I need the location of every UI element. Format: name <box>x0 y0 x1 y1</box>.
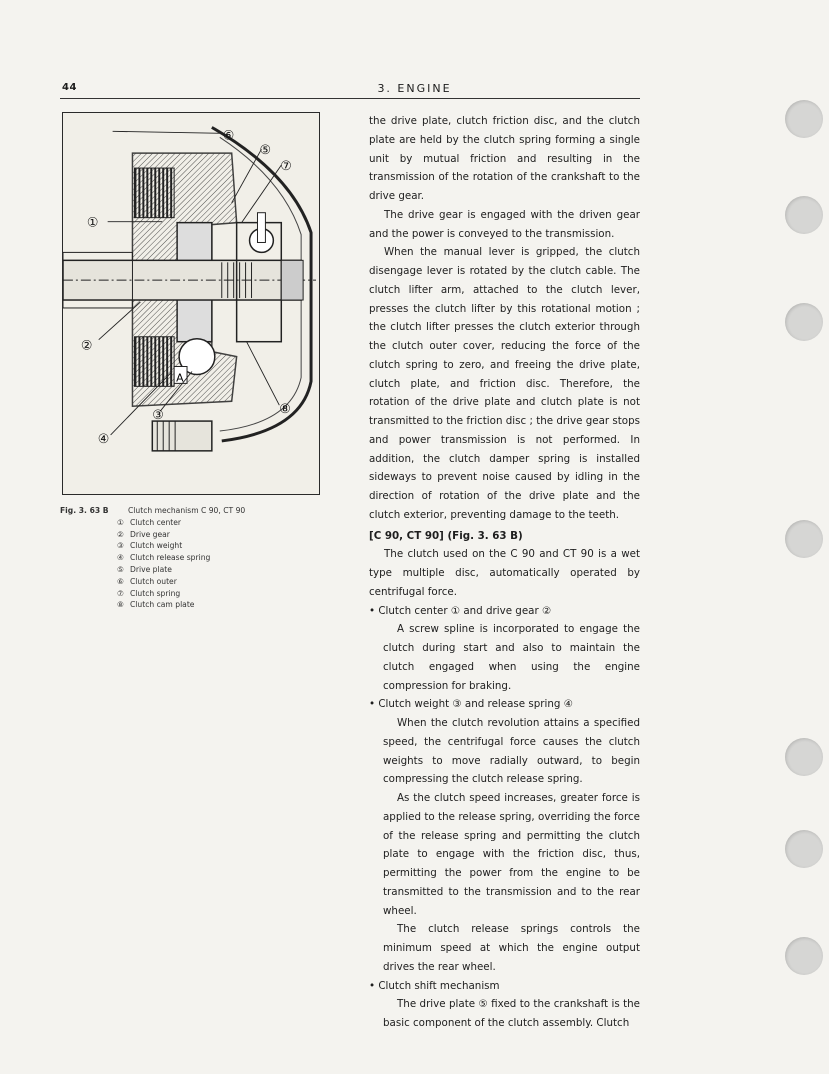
paragraph: When the manual lever is gripped, the clutch disengage lever is rotated by the clutch cable. The clutch lifter arm, attached to the clutch lever, presses the clutch lifter by this rotational motion ; the clutch lifter presses the clutch exterior through the clutch outer cover, reducing the force of the clutch spring to zero, and freeing the drive plate, clutch plate, and friction disc. Therefore, the rotation of the drive plate and clutch plate is not transmitted to the friction disc ; the drive gear stops and power transmission is not performed. In addition, the clutch damper spring is installed sideways to prevent noise caused by idling in the direction of rotation of the drive plate and the clutch exterior, preventing damage to the teeth. <box>369 246 640 521</box>
callout-3: ③ <box>152 408 164 424</box>
paragraph: As the clutch speed increases, greater force is applied to the release spring, overriding the force of the release spring and permitting the clutch plate to engage with the friction disc, thus, permitting the power from the engine to be transmitted to the transmission and to the rear wheel. <box>383 792 640 917</box>
legend-item: ⑥ Clutch outer <box>117 576 177 586</box>
binder-hole <box>785 100 823 138</box>
paragraph: the drive plate, clutch friction disc, and the clutch plate are held by the clutch spring forming a single unit by mutual friction and resulting in the transmission of the rotation of the crankshaft to the drive gear. <box>369 115 640 202</box>
figure-letter-a: A <box>176 371 184 385</box>
legend-item: ① Clutch center <box>117 517 182 527</box>
clutch-cross-section-drawing <box>63 113 319 494</box>
legend-item: ⑦ Clutch spring <box>117 588 181 598</box>
legend-item: ⑤ Drive plate <box>117 564 172 574</box>
callout-7: ⑦ <box>280 159 292 175</box>
binder-hole <box>785 738 823 776</box>
legend-item: ② Drive gear <box>117 529 170 539</box>
bullet-heading: • Clutch center ① and drive gear ② <box>369 604 552 617</box>
figure-caption <box>60 505 340 611</box>
clutch-diagram-figure <box>62 112 320 495</box>
bullet-heading: • Clutch weight ③ and release spring ④ <box>369 698 573 711</box>
paragraph: The drive gear is engaged with the driven gear and the power is conveyed to the transmission. <box>369 208 640 240</box>
section-heading: [C 90, CT 90] (Fig. 3. 63 B) <box>369 529 523 542</box>
legend-item: ⑧ Clutch cam plate <box>117 600 195 610</box>
page-number: 44 <box>62 82 77 93</box>
bullet-heading: • Clutch shift mechanism <box>369 979 500 992</box>
body-text-column <box>369 112 640 1033</box>
callout-6: ⑥ <box>222 128 235 144</box>
callout-2: ② <box>80 338 93 354</box>
callout-8: ⑧ <box>279 402 291 418</box>
binder-hole <box>785 830 823 868</box>
header-rule <box>60 98 640 99</box>
caption-legend <box>117 517 340 611</box>
caption-title: Clutch mechanism C 90, CT 90 <box>128 506 246 515</box>
binder-hole <box>785 520 823 558</box>
binder-hole <box>785 937 823 975</box>
callout-4: ④ <box>97 431 110 447</box>
legend-item: ③ Clutch weight <box>117 541 183 551</box>
legend-item: ④ Clutch release spring <box>117 553 211 563</box>
binder-hole <box>785 196 823 234</box>
callout-5: ⑤ <box>259 143 272 159</box>
paragraph: The clutch used on the C 90 and CT 90 is a wet type multiple disc, automatically operated by centrifugal force. <box>369 548 640 598</box>
callout-1: ① <box>86 215 99 231</box>
binder-hole <box>785 303 823 341</box>
caption-fig-label: Fig. 3. 63 B <box>60 506 109 515</box>
paragraph: A screw spline is incorporated to engage the clutch during start and also to maintain the clutch engaged when using the engine compression for braking. <box>383 623 640 692</box>
paragraph: When the clutch revolution attains a specified speed, the centrifugal force causes the clutch weights to move radially outward, to begin compressing the clutch release spring. <box>383 717 640 786</box>
paragraph: The clutch release springs controls the minimum speed at which the engine output drives the rear wheel. <box>383 923 640 973</box>
running-head: 3. ENGINE <box>377 82 452 95</box>
paragraph: The drive plate ⑤ fixed to the crankshaft is the basic component of the clutch assembly. Clutch <box>383 998 640 1029</box>
